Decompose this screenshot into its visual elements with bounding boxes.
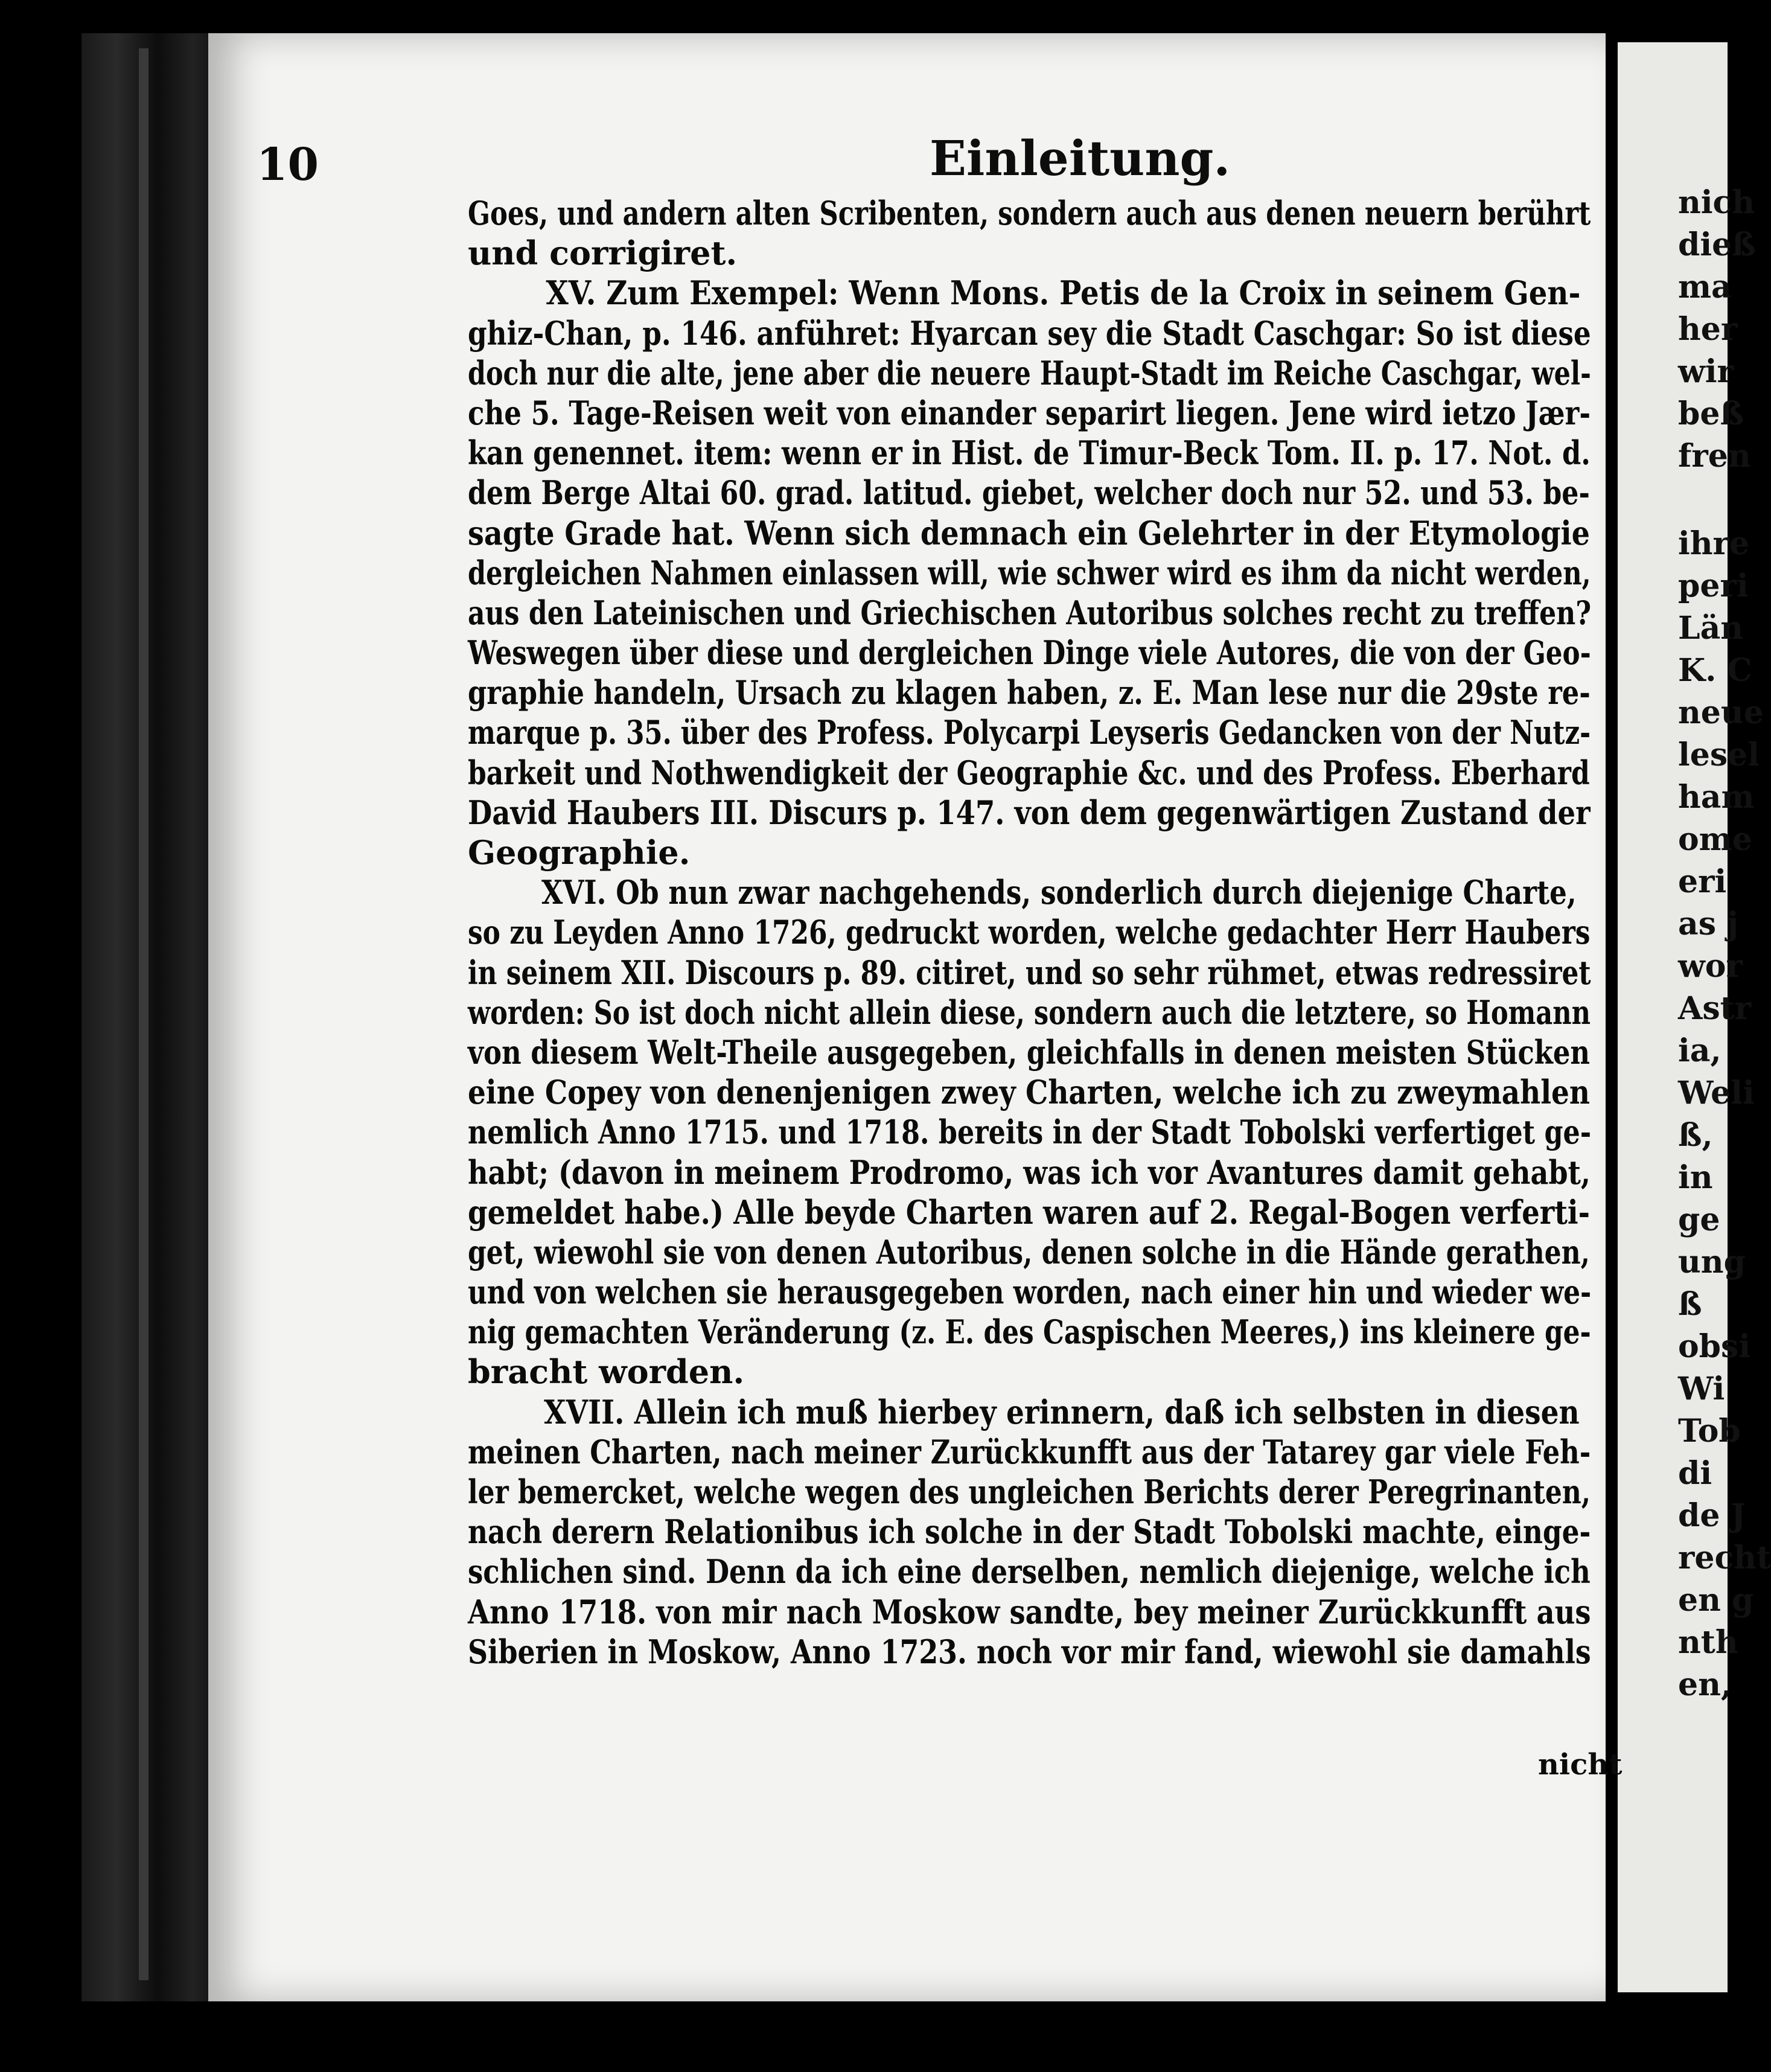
text-line: nig gemachten Veränderung (z. E. des Caspischen Meeres,) ins kleinere ge- bbox=[468, 1313, 1591, 1352]
facing-page-fragment: ß bbox=[1678, 1286, 1702, 1323]
text-line: sagte Grade hat. Wenn sich demnach ein Gelehrter in der Etymologie bbox=[468, 513, 1591, 552]
text-line: Goes, und andern alten Scribenten, sondern auch aus denen neuern berührt bbox=[468, 194, 1591, 232]
facing-page-fragment: ge bbox=[1678, 1201, 1720, 1238]
text-line: meinen Charten, nach meiner Zurückkunfft aus der Tatarey gar viele Feh- bbox=[468, 1432, 1591, 1471]
running-head-title: Einleitung. bbox=[930, 130, 1231, 187]
text-line: marque p. 35. über des Profess. Polycarpi Leyseris Gedancken von der Nutz- bbox=[468, 713, 1591, 752]
facing-page-fragment: Tob bbox=[1678, 1413, 1741, 1450]
page-number: 10 bbox=[257, 139, 319, 191]
facing-page-fragment: wor bbox=[1678, 948, 1743, 985]
text-line: nemlich Anno 1715. und 1718. bereits in der Stadt Tobolski verfertiget ge- bbox=[468, 1113, 1592, 1152]
facing-page-fragment: nich bbox=[1678, 184, 1755, 221]
facing-page-fragment: lesel bbox=[1678, 737, 1760, 773]
text-line: che 5. Tage-Reisen weit von einander separirt liegen. Jene wird ietzo Jær- bbox=[468, 393, 1591, 432]
facing-page-fragment: ung bbox=[1678, 1244, 1746, 1281]
text-line: worden: So ist doch nicht allein diese, sondern auch die letztere, so Homann bbox=[468, 993, 1591, 1032]
facing-page-fragment: beß bbox=[1678, 395, 1744, 432]
text-line: Anno 1718. von mir nach Moskow sandte, bey meiner Zurückkunfft aus bbox=[468, 1592, 1591, 1631]
text-line: schlichen sind. Denn da ich eine derselben, nemlich diejenige, welche ich bbox=[468, 1552, 1591, 1591]
facing-page-fragment: ihre bbox=[1678, 525, 1750, 562]
facing-page-fragment: obsi bbox=[1678, 1328, 1751, 1365]
facing-page-fragment: K. C bbox=[1678, 652, 1752, 689]
facing-page-fragment: Län bbox=[1678, 610, 1744, 647]
text-line: XVI. Ob nun zwar nachgehends, sonderlich durch diejenige Charte, bbox=[541, 873, 1577, 912]
facing-page-fragment: in bbox=[1678, 1159, 1713, 1196]
text-line: ghiz-Chan, p. 146. anführet: Hyarcan sey die Stadt Caschgar: So ist diese bbox=[468, 313, 1591, 353]
text-line: graphie handeln, Ursach zu klagen haben, z. E. Man lese nur die 29ste re- bbox=[468, 673, 1591, 712]
facing-page-fragment: ome bbox=[1678, 821, 1752, 858]
facing-page-fragment: peri bbox=[1678, 568, 1749, 604]
text-line: dem Berge Altai 60. grad. latitud. giebet, welcher doch nur 52. und 53. be- bbox=[468, 473, 1590, 513]
text-line: get, wiewohl sie von denen Autoribus, denen solche in die Hände gerathen, bbox=[468, 1232, 1590, 1271]
facing-page-fragment: nth bbox=[1678, 1624, 1738, 1661]
facing-page-fragment: di bbox=[1678, 1455, 1712, 1492]
text-line: Weswegen über diese und dergleichen Dinge viele Autores, die von der Geo- bbox=[468, 633, 1591, 673]
text-line: aus den Lateinischen und Griechischen Autoribus solches recht zu treffen? bbox=[468, 593, 1592, 632]
text-line: David Haubers III. Discurs p. 147. von dem gegenwärtigen Zustand der bbox=[468, 793, 1591, 832]
facing-page-fragment: en g bbox=[1678, 1582, 1754, 1619]
page-stack-edge bbox=[139, 48, 148, 1980]
facing-page-fragment: her bbox=[1678, 311, 1738, 348]
facing-page-fragment: recht bbox=[1678, 1540, 1771, 1576]
text-line: doch nur die alte, jene aber die neuere Haupt-Stadt im Reiche Caschgar, wel- bbox=[468, 353, 1591, 392]
facing-page-fragment: eri bbox=[1678, 863, 1727, 900]
page-body-text bbox=[468, 193, 1591, 1672]
facing-page-fragment: Astr bbox=[1678, 990, 1752, 1027]
facing-page-fragment: Weli bbox=[1678, 1075, 1755, 1111]
facing-page-fragment: Wi bbox=[1678, 1370, 1725, 1407]
text-line: barkeit und Nothwendigkeit der Geographie &c. und des Profess. Eberhard bbox=[468, 753, 1590, 792]
facing-page-fragment: fren bbox=[1678, 438, 1751, 475]
facing-page-fragment: ma bbox=[1678, 269, 1732, 305]
facing-page-fragment: ham bbox=[1678, 779, 1755, 816]
text-line: und corrigiret. bbox=[468, 234, 738, 273]
facing-page-fragment: en, bbox=[1678, 1666, 1732, 1703]
text-line: XV. Zum Exempel: Wenn Mons. Petis de la Croix in seinem Gen- bbox=[546, 273, 1581, 313]
facing-page-fragment: ia, bbox=[1678, 1032, 1722, 1069]
text-line: kan genennet. item: wenn er in Hist. de Timur-Beck Tom. II. p. 17. Not. d. bbox=[468, 433, 1591, 473]
text-line: Geographie. bbox=[468, 833, 691, 872]
facing-page-fragment: as j bbox=[1678, 906, 1738, 942]
text-line: ler bemercket, welche wegen des ungleichen Berichts derer Peregrinanten, bbox=[468, 1472, 1591, 1511]
text-line: von diesem Welt-Theile ausgegeben, gleichfalls in denen meisten Stücken bbox=[468, 1032, 1591, 1072]
facing-page-fragment: de J bbox=[1678, 1497, 1746, 1534]
text-line: so zu Leyden Anno 1726, gedruckt worden, welche gedachter Herr Haubers bbox=[468, 913, 1591, 952]
text-line: XVII. Allein ich muß hierbey erinnern, daß ich selbsten in diesen bbox=[544, 1392, 1580, 1431]
text-line: eine Copey von denenjenigen zwey Charten, welche ich zu zweymahlen bbox=[468, 1073, 1590, 1112]
text-line: dergleichen Nahmen einlassen will, wie schwer wird es ihm da nicht werden, bbox=[468, 553, 1591, 592]
catchword: nicht bbox=[1538, 1748, 1623, 1782]
facing-page-fragment: wir bbox=[1678, 353, 1734, 390]
text-line: habt; (davon in meinem Prodromo, was ich vor Avantures damit gehabt, bbox=[468, 1153, 1591, 1192]
text-line: gemeldet habe.) Alle beyde Charten waren auf 2. Regal-Bogen verferti- bbox=[468, 1192, 1591, 1232]
text-line: und von welchen sie herausgegeben worden, nach einer hin und wieder we- bbox=[468, 1273, 1592, 1312]
book-spine bbox=[81, 33, 220, 2001]
text-line: Siberien in Moskow, Anno 1723. noch vor mir fand, wiewohl sie damahls bbox=[468, 1632, 1591, 1671]
text-line: bracht worden. bbox=[468, 1352, 745, 1392]
facing-page-fragment: dieß bbox=[1678, 226, 1756, 263]
facing-page-fragment: neue bbox=[1678, 694, 1764, 731]
facing-page-fragment: ß, bbox=[1678, 1117, 1713, 1154]
text-line: in seinem XII. Discours p. 89. citiret, und so sehr rühmet, etwas redressiret bbox=[468, 953, 1591, 992]
next-page-edge bbox=[1618, 42, 1771, 1992]
text-line: nach derern Relationibus ich solche in der Stadt Tobolski machte, einge- bbox=[468, 1512, 1591, 1552]
